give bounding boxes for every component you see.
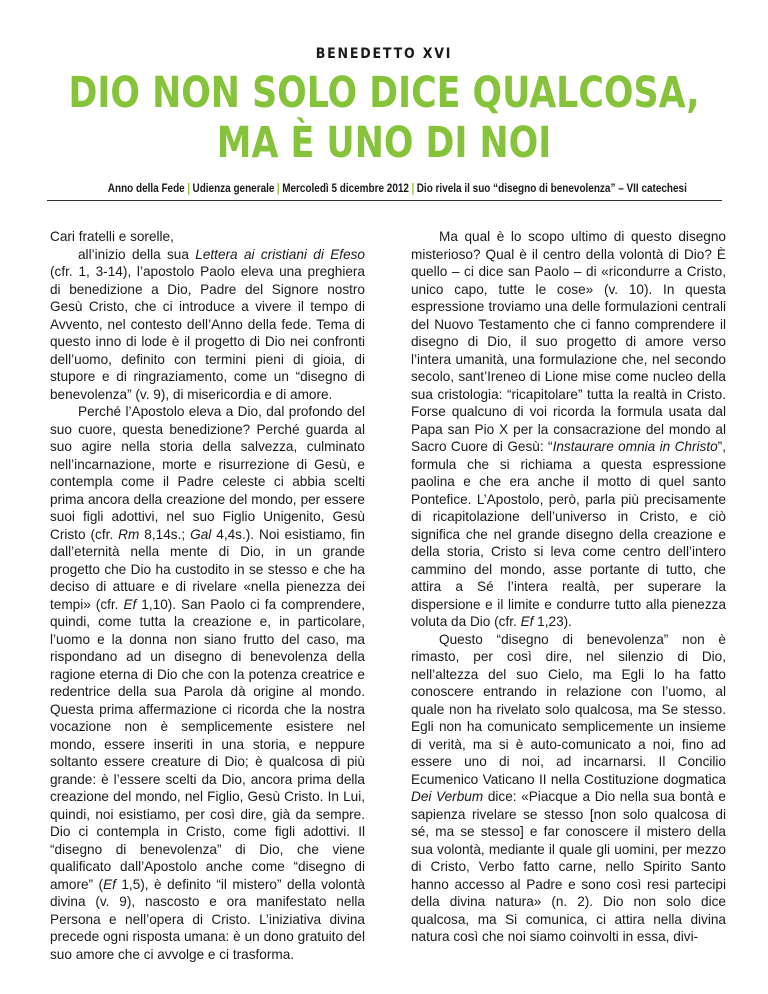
text-column-left [50,228,365,963]
header-divider [47,200,722,201]
paragraph-1: all’inizio della sua Lettera ai cristiani di Efeso (cfr. 1, 3-14), l’apostolo Paolo eleva una preghiera di benedizione a Dio, Padre del Signore nostro Gesù Cristo, che ci introduce a vivere il tempo di Avvento, nel contesto dell’Anno della fede. Tema di questo inno di lode è il progetto di Dio nei confronti dell’uomo, definito con termini pieni di gioia, di stupore e di ringraziamento, come un “disegno di benevolenza” (v. 9), di misericordia e di amore. [50,246,365,402]
subline-event: Udienza generale [192,181,275,195]
paragraph-3: Ma qual è lo scopo ultimo di questo disegno misterioso? Qual è il centro della volontà di Dio? È quello – ci dice san Paolo – di «ricondurre a Cristo, unico capo, tutte le cose» (v. 10). In questa espressione troviamo una delle formulazioni centrali del Nuovo Testamento che ci fanno comprendere il disegno di Dio, il suo progetto di amore verso l’intera umanità, una formulazione che, nel secondo secolo, sant’Ireneo di Lione mise come nucleo della sua cristologia: “ricapitolare” tutta la realtà in Cristo. Forse qualcuno di voi ricorda la formula usata dal Papa san Pio X per la consacrazione del mondo al Sacro Cuore di Gesù: “Instaurare omnia in Christo”, formula che si richiama a questa espressione paolina e che era anche il motto di quel santo Pontefice. L’Apostolo, però, parla più precisamente di ricapitolazione dell’universo in Cristo, e ciò significa che nel grande disegno della creazione e della storia, Cristo si leva come centro dell’intero cammino del mondo, asse portante di tutto, che attira a Sé l’intera realtà, per superare la dispersione e il limite e condurre tutto alla pienezza voluta da Dio (cfr. Ef 1,23). [411,229,726,629]
subline-separator: | [187,181,191,195]
title-line-2: MA È UNO DI NOI [216,118,552,168]
subline-separator: | [411,181,415,195]
paragraph-4: Questo “disegno di benevolenza” non è rimasto, per così dire, nel silenzio di Dio, nell’altezza del suo Cielo, ma Egli lo ha fatto conoscere entrando in relazione con l’uomo, al quale non ha rivelato solo qualcosa, ma Se stesso. Egli non ha comunicato semplicemente un insieme di verità, ma si è auto-comunicato a noi, fino ad essere uno di noi, ad incarnarsi. Il Concilio Ecumenico Vaticano II nella Costituzione dogmatica Dei Verbum dice: «Piacque a Dio nella sua bontà e sapienza rivelare se stesso [non solo qualcosa di sé, ma se stesso] e far conoscere il mistero della sua volontà, mediante il quale gli uomini, per mezzo di Cristo, Verbo fatto carne, nello Spirito Santo hanno accesso al Padre e sono così resi partecipi della divina natura» (n. 2). Dio non solo dice qualcosa, ma Si comunica, ci attira nella divina natura così che noi siamo coinvolti in essa, divi- [411,631,726,944]
title-line-1: DIO NON SOLO DICE QUALCOSA, [68,68,700,118]
subline-topic: Dio rivela il suo “disegno di benevolenza” – VII catechesi [416,181,687,195]
greeting: Cari fratelli e sorelle, [50,229,174,244]
subline-separator: | [276,181,280,195]
subline-date: Mercoledì 5 dicembre 2012 [282,181,409,195]
paragraph-2: Perché l’Apostolo eleva a Dio, dal profondo del suo cuore, questa benedizione? Perché guarda al suo agire nella storia della salvezza, culminato nell’incarnazione, morte e risurrezione di Gesù, e contempla come il Padre celeste ci abbia scelti prima ancora della creazione del mondo, per essere suoi figli adottivi, nel suo Figlio Unigenito, Gesù Cristo (cfr. Rm 8,14s.; Gal 4,4s.). Noi esistiamo, fin dall’eternità nella mente di Dio, in un grande progetto che Dio ha custodito in se stesso e che ha deciso di attuare e di rivelare «nella pienezza dei tempi» (cfr. Ef 1,10). San Paolo ci fa comprendere, quindi, come tutta la creazione e, in particolare, l’uomo e la donna non siano frutto del caso, ma rispondano ad un disegno di benevolenza della ragione eterna di Dio che con la potenza creatrice e redentrice della sua Parola dà origine al mondo. Questa prima affermazione ci ricorda che la nostra vocazione non è semplicemente esistere nel mondo, essere inseriti in una storia, e neppure soltanto essere creature di Dio; è qualcosa di più grande: è l’essere scelti da Dio, ancora prima della creazione del mondo, nel Figlio, Gesù Cristo. In Lui, quindi, noi esistiamo, per così dire, già da sempre. Dio ci contempla in Cristo, come figli adottivi. Il “disegno di benevolenza” di Dio, che viene qualificato dall’Apostolo anche come “disegno di amore” (Ef 1,5), è definito “il mistero” della volontà divina (v. 9), nascosto e ora manifestato nella Persona e nell’opera di Cristo. L’iniziativa divina precede ogni risposta umana: è un dono gratuito del suo amore che ci avvolge e ci trasforma. [50,404,366,962]
subline-series: Anno della Fede [107,181,185,195]
text-column-right [411,228,726,946]
article-title [38,68,729,168]
article-subline [107,181,687,195]
author-kicker: BENEDETTO XVI [315,46,453,62]
